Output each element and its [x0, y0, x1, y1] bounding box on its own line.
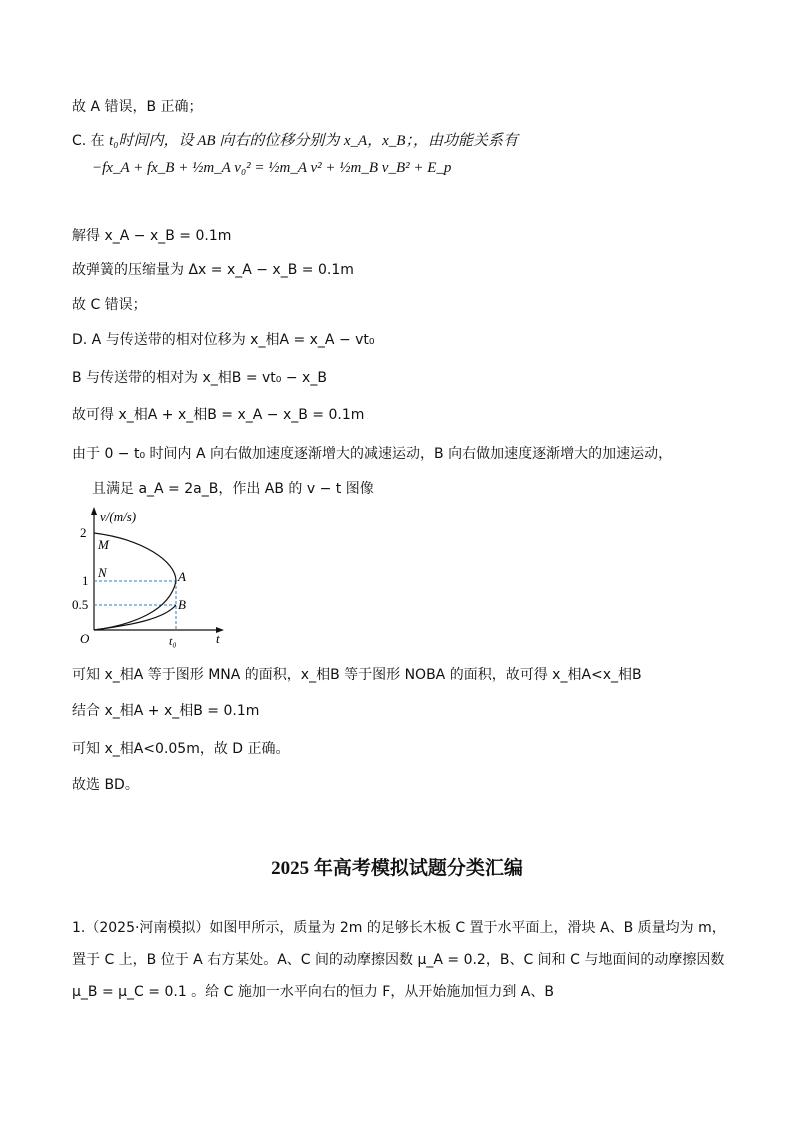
combine-text: 结合 x_相A + x_相B = 0.1m [72, 703, 260, 719]
y-tick-05: 0.5 [72, 597, 89, 612]
text-line-d [72, 330, 375, 350]
text-line-c [72, 131, 518, 151]
text-line-c-wrong [72, 295, 147, 315]
text-line-area [72, 665, 642, 685]
y-axis-label: v/(m/s) [100, 509, 137, 524]
y-axis-arrow [91, 507, 97, 515]
point-a: A [178, 569, 186, 584]
line-c-label: C. 在 [72, 133, 105, 149]
point-m: M [98, 537, 109, 552]
text-line-answer [72, 775, 139, 795]
problem-1 [72, 912, 732, 1008]
satisfy-text: 且满足 a_A = 2a_B，作出 AB 的 v − t 图像 [92, 481, 374, 497]
text-line-sum [72, 405, 364, 425]
text-line-solve [72, 226, 231, 246]
line-c-body: t₀时间内，设 AB 向右的位移分别为 [109, 133, 340, 149]
point-n: N [98, 565, 107, 580]
d-text: D. A 与传送带的相对位移为 x_相A = x_A − vt₀ [72, 332, 375, 348]
d-correct-text: 可知 x_相A<0.05m，故 D 正确。 [72, 741, 290, 757]
text-line-b-relative [72, 368, 327, 388]
vt-graph [72, 505, 242, 653]
energy-formula [92, 160, 451, 177]
sum-text: 故可得 x_相A + x_相B = x_A − x_B = 0.1m [72, 407, 365, 423]
point-b: B [178, 597, 186, 612]
area-text: 可知 x_相A 等于图形 MNA 的面积，x_相B 等于图形 NOBA 的面积，故可得 x_相A<x_相B [72, 667, 642, 683]
curve-b [94, 605, 176, 630]
y-tick-2: 2 [80, 525, 87, 540]
formula-text: −fx_A + fx_B + ½m_A v₀² = ½m_A v² + ½m_B v_B² + E_p [92, 160, 452, 176]
text-line-1 [72, 97, 203, 117]
line-1-text: 故 A 错误，B 正确； [72, 99, 203, 115]
b-relative-text: B 与传送带的相对为 x_相B = vt₀ − x_B [72, 370, 327, 386]
section-heading: 2025 年高考模拟试题分类汇编 [271, 858, 523, 879]
text-line-satisfy [92, 479, 374, 499]
line-c-vars: x_A，x_B；，由功能关系有 [343, 133, 518, 149]
text-line-d-correct [72, 739, 290, 759]
problem-1-text: 1.（2025·河南模拟）如图甲所示，质量为 2m 的足够长木板 C 置于水平面上，滑块 A、B 质量均为 m，置于 C 上，B 位于 A 右方某处。A、C 间的动摩擦因数 μ_A = 0.2，B、C 间和 C 与地面间的动摩擦因数 μ_B = μ_C = 0.1 。给 C 施加一水平向右的恒力 F，从开始施加恒力到 A、B [72, 920, 726, 1000]
compression-text: 故弹簧的压缩量为 Δx = x_A − x_B = 0.1m [72, 262, 354, 278]
y-tick-1: 1 [82, 573, 89, 588]
x-tick-t0: t₀ [169, 634, 177, 648]
text-line-combine [72, 701, 259, 721]
because-text: 由于 0 − t₀ 时间内 A 向右做加速度逐渐增大的减速运动，B 向右做加速度逐渐增大的加速运动， [72, 446, 673, 462]
text-line-because [72, 444, 672, 464]
text-line-compression [72, 260, 354, 280]
c-wrong-text: 故 C 错误； [72, 297, 147, 313]
origin-label: O [80, 631, 90, 646]
answer-text: 故选 BD。 [72, 777, 139, 793]
solve-text: 解得 x_A − x_B = 0.1m [72, 228, 232, 244]
x-axis-label: t [216, 631, 220, 646]
